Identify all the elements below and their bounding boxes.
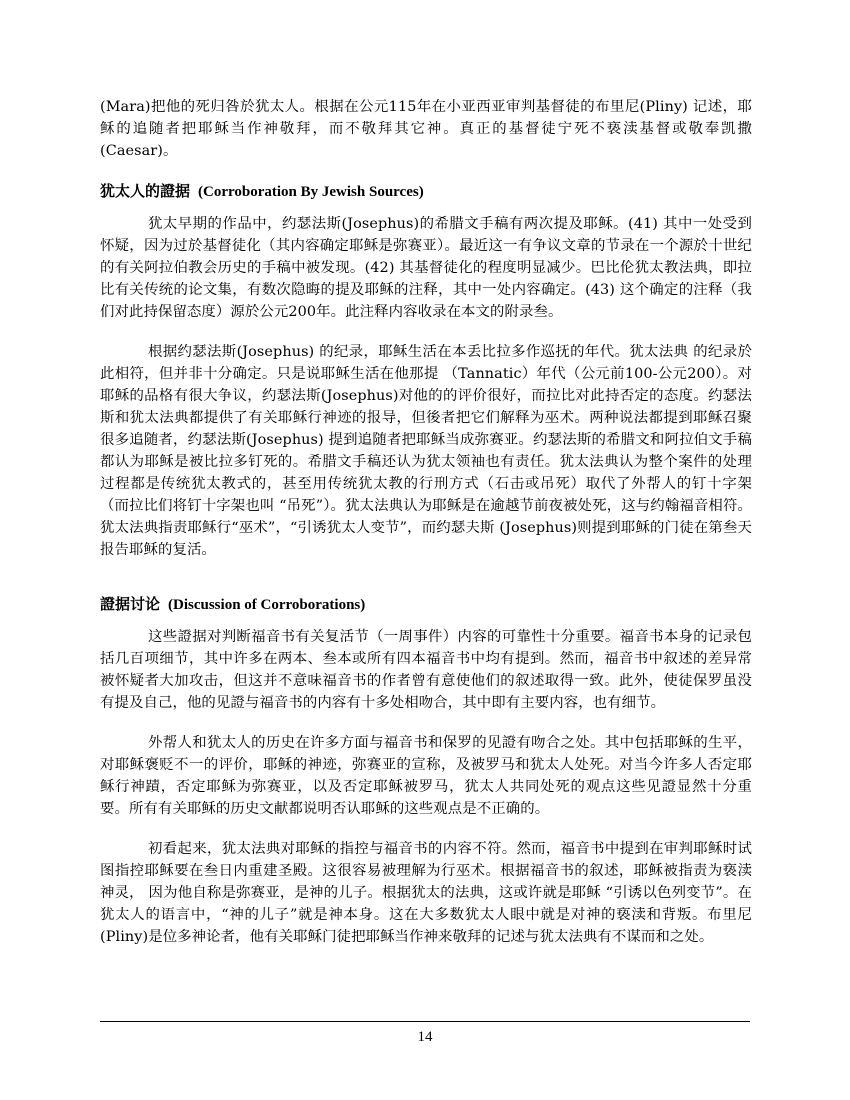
body-paragraph: 外帮人和犹太人的历史在许多方面与福音书和保罗的见證有吻合之处。其中包括耶稣的生平，对耶稣褒贬不一的评价，耶稣的神迹，弥赛亚的宣称，及被罗马和犹太人处死。对当今许多人否定耶稣行神蹟，否定耶稣为弥赛亚，以及否定耶稣被罗马，犹太人共同处死的观点这些见證显然十分重要。所有有关耶稣的历史文献都说明否认耶稣的这些观点是不正确的。 bbox=[100, 735, 752, 817]
body-paragraph: 这些證据对判断福音书有关复活节（一周事件）内容的可靠性十分重要。福音书本身的记录包括几百项细节，其中许多在两本、叁本或所有四本福音书中均有提到。然而，福音书中叙述的差异常被怀疑者大加攻击，但这并不意味福音书的作者曾有意使他们的叙述取得一致。此外，使徒保罗虽没有提及自己，他的见證与福音书的内容有十多处相吻合，其中即有主要内容，也有细节。 bbox=[100, 629, 752, 711]
section-heading-cn: 犹太人的證据 bbox=[100, 182, 191, 200]
section-heading-cn: 證据讨论 bbox=[100, 595, 161, 613]
body-paragraph: 根据约瑟法斯(Josephus) 的纪录，耶稣生活在本丢比拉多作巡抚的年代。犹太法典 的纪录於此相符，但并非十分确定。只是说耶稣生活在他那提 （Tannatic）年代（公元前100-公元200）。对耶稣的品格有很大争议，约瑟法斯(Josephus)对他的的评价很好，而拉比对此持否定的态度。约瑟法斯和犹太法典都提供了有关耶稣行神迹的报导，但後者把它们解释为巫术。两种说法都提到耶稣召聚很多追随者，约瑟法斯(Josephus) 提到追随者把耶稣当成弥赛亚。约瑟法斯的希腊文和阿拉伯文手稿都认为耶稣是被比拉多钉死的。希腊文手稿还认为犹太领袖也有责任。犹太法典认为整个案件的处理过程都是传统犹太教式的，甚至用传统犹太教的行刑方式（石击或吊死）取代了外帮人的钉十字架（而拉比们将钉十字架也叫 “吊死”）。犹太法典认为耶稣是在逾越节前夜被处死，这与约翰福音相符。犹太法典指责耶稣行“巫术”，“引诱犹太人变节”，而约瑟夫斯 (Josephus)则提到耶稣的门徒在第叁天报告耶稣的复活。 bbox=[100, 344, 752, 558]
document-page bbox=[100, 96, 752, 948]
body-paragraph: 犹太早期的作品中，约瑟法斯(Josephus)的希腊文手稿有两次提及耶稣。(41) 其中一处受到怀疑，因为过於基督徒化（其内容确定耶稣是弥赛亚）。最近这一有争议文章的节录在一个源於十世纪的有关阿拉伯教会历史的手稿中被发现。(42) 其基督徒化的程度明显减少。巴比伦犹太教法典，即拉比有关传统的论文集，有数次隐晦的提及耶稣的注释，其中一处内容确定。(43) 这个确定的注释（我们对此持保留态度）源於公元200年。此注释内容收录在本文的附录叁。 bbox=[100, 216, 752, 320]
section-heading-en: (Corroboration By Jewish Sources) bbox=[198, 184, 424, 200]
page-number: 14 bbox=[417, 1029, 433, 1045]
section-heading-en: (Discussion of Corroborations) bbox=[168, 597, 366, 613]
section-heading-jewish-sources bbox=[100, 180, 752, 203]
section-heading-discussion bbox=[100, 593, 752, 616]
body-paragraph: 初看起来，犹太法典对耶稣的指控与福音书的内容不符。然而，福音书中提到在审判耶稣时试图指控耶稣要在叁日内重建圣殿。这很容易被理解为行巫术。根据福音书的叙述，耶稣被指责为亵渎神灵， 因为他自称是弥赛亚，是神的儿子。根据犹太的法典，这或许就是耶稣 “引诱以色列变节”。在犹太人的语言中，“神的儿子”就是神本身。这在大多数犹太人眼中就是对神的亵渎和背叛。布里尼(Pliny)是位多神论者，他有关耶稣门徒把耶稣当作神来敬拜的记述与犹太法典有不谋而和之处。 bbox=[100, 841, 752, 945]
footer-rule bbox=[100, 1021, 750, 1022]
intro-paragraph: (Mara)把他的死归咎於犹太人。根据在公元115年在小亚西亚审判基督徒的布里尼(Pliny) 记述，耶稣的追随者把耶稣当作神敬拜，而不敬拜其它神。真正的基督徒宁死不亵渎基督或敬奉凯撒(Caesar)。 bbox=[100, 99, 752, 159]
